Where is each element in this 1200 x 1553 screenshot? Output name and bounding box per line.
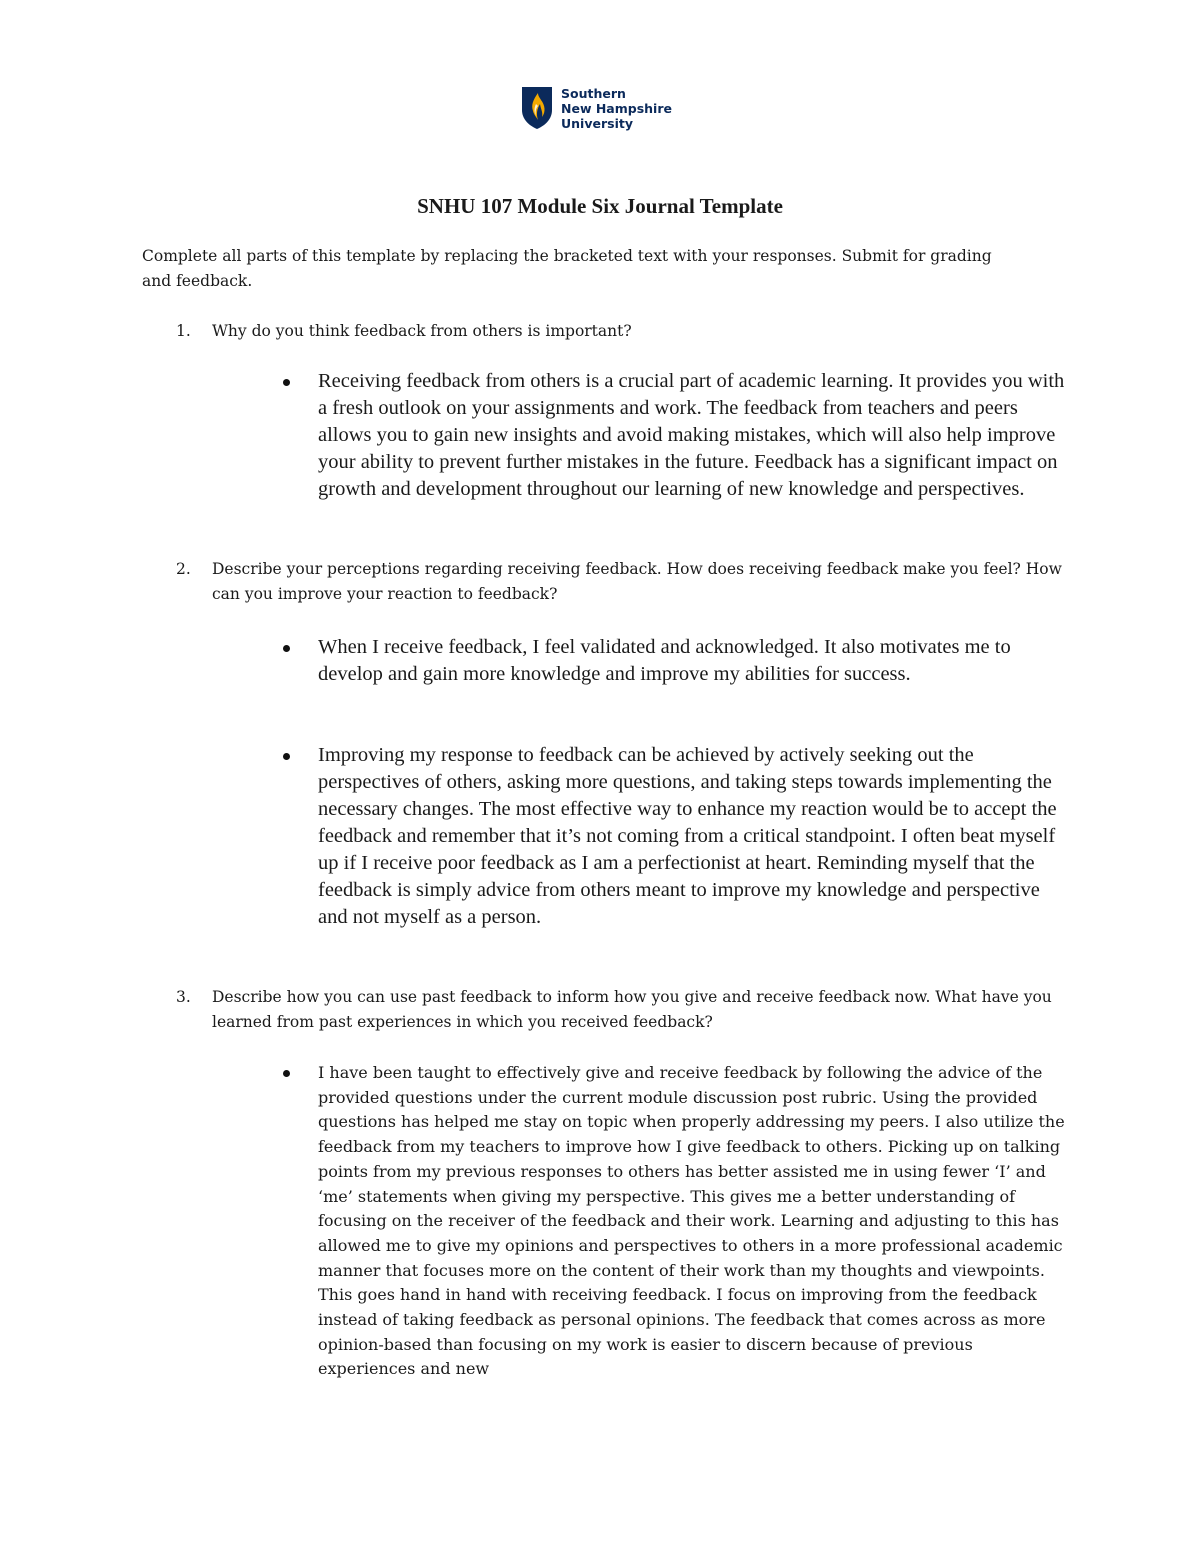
answer-2-bullet-1 bbox=[281, 634, 1071, 688]
answer-2-bullet-2 bbox=[281, 742, 1071, 931]
question-text: Describe your perceptions regarding receiving feedback. How does receiving feedback make you feel? How can you improve your reaction to feedback? bbox=[212, 560, 1062, 603]
logo-line-3: University bbox=[561, 116, 633, 131]
answer-text: I have been taught to effectively give and receive feedback by following the advice of the provided questions under the current module discussion post rubric. Using the provided questions has helped me stay on topic when properly addressing my peers. I also utilize the feedback from my teachers to improve how I give feedback to others. Picking up on talking points from my previous responses to others has better assisted me in using fewer ‘I’ and ‘me’ statements when giving my perspective. This gives me a better understanding of focusing on the receiver of the feedback and their work. Learning and adjusting to this has allowed me to give my opinions and perspectives to others in a more professional academic manner that focuses more on the content of their work than my thoughts and viewpoints. This goes hand in hand with receiving feedback. I focus on improving from the feedback instead of taking feedback as personal opinions. The feedback that comes across as more opinion-based than focusing on my work is easier to discern because of previous experiences and new bbox=[318, 1063, 1065, 1379]
answer-1-bullet-1 bbox=[281, 368, 1071, 503]
logo-line-2: New Hampshire bbox=[561, 101, 672, 116]
answer-text: Receiving feedback from others is a crucial part of academic learning. It provides you with a fresh outlook on your assignments and work. The feedback from teachers and peers allows you to gain new insights and avoid making mistakes, which will also help improve your ability to prevent further mistakes in the future. Feedback has a significant impact on growth and development throughout our learning of new knowledge and perspectives. bbox=[318, 370, 1065, 500]
answer-text: When I receive feedback, I feel validated and acknowledged. It also motivates me to develop and gain more knowledge and improve my abilities for success. bbox=[318, 636, 1011, 685]
question-3 bbox=[142, 985, 1062, 1035]
intro-paragraph: Complete all parts of this template by replacing the bracketed text with your responses. Submit for grading and feedback. bbox=[142, 247, 992, 290]
question-number: 1. bbox=[176, 322, 191, 340]
answer-text: Improving my response to feedback can be achieved by actively seeking out the perspectives of others, asking more questions, and taking steps towards implementing the necessary changes. The most effective way to enhance my reaction would be to accept the feedback and remember that it’s not coming from a critical standpoint. I often beat myself up if I receive poor feedback as I am a perfectionist at heart. Reminding myself that the feedback is simply advice from others meant to improve my knowledge and perspective and not myself as a person. bbox=[318, 744, 1057, 928]
bullet-icon bbox=[281, 368, 318, 503]
question-text: Why do you think feedback from others is important? bbox=[212, 322, 632, 340]
logo-line-1: Southern bbox=[561, 86, 626, 101]
question-text: Describe how you can use past feedback to inform how you give and receive feedback now. What have you learned from past experiences in which you received feedback? bbox=[212, 988, 1052, 1031]
answer-3-bullet-1 bbox=[281, 1061, 1071, 1382]
bullet-icon bbox=[281, 1061, 318, 1382]
bullet-icon bbox=[281, 634, 318, 688]
question-number: 2. bbox=[176, 560, 191, 578]
question-2 bbox=[142, 557, 1062, 607]
university-logo bbox=[521, 86, 672, 131]
question-number: 3. bbox=[176, 988, 191, 1006]
page-title: SNHU 107 Module Six Journal Template bbox=[417, 194, 783, 218]
shield-flame-icon bbox=[521, 86, 553, 130]
bullet-icon bbox=[281, 742, 318, 931]
question-1 bbox=[142, 319, 1062, 344]
logo-wordmark bbox=[561, 86, 672, 131]
